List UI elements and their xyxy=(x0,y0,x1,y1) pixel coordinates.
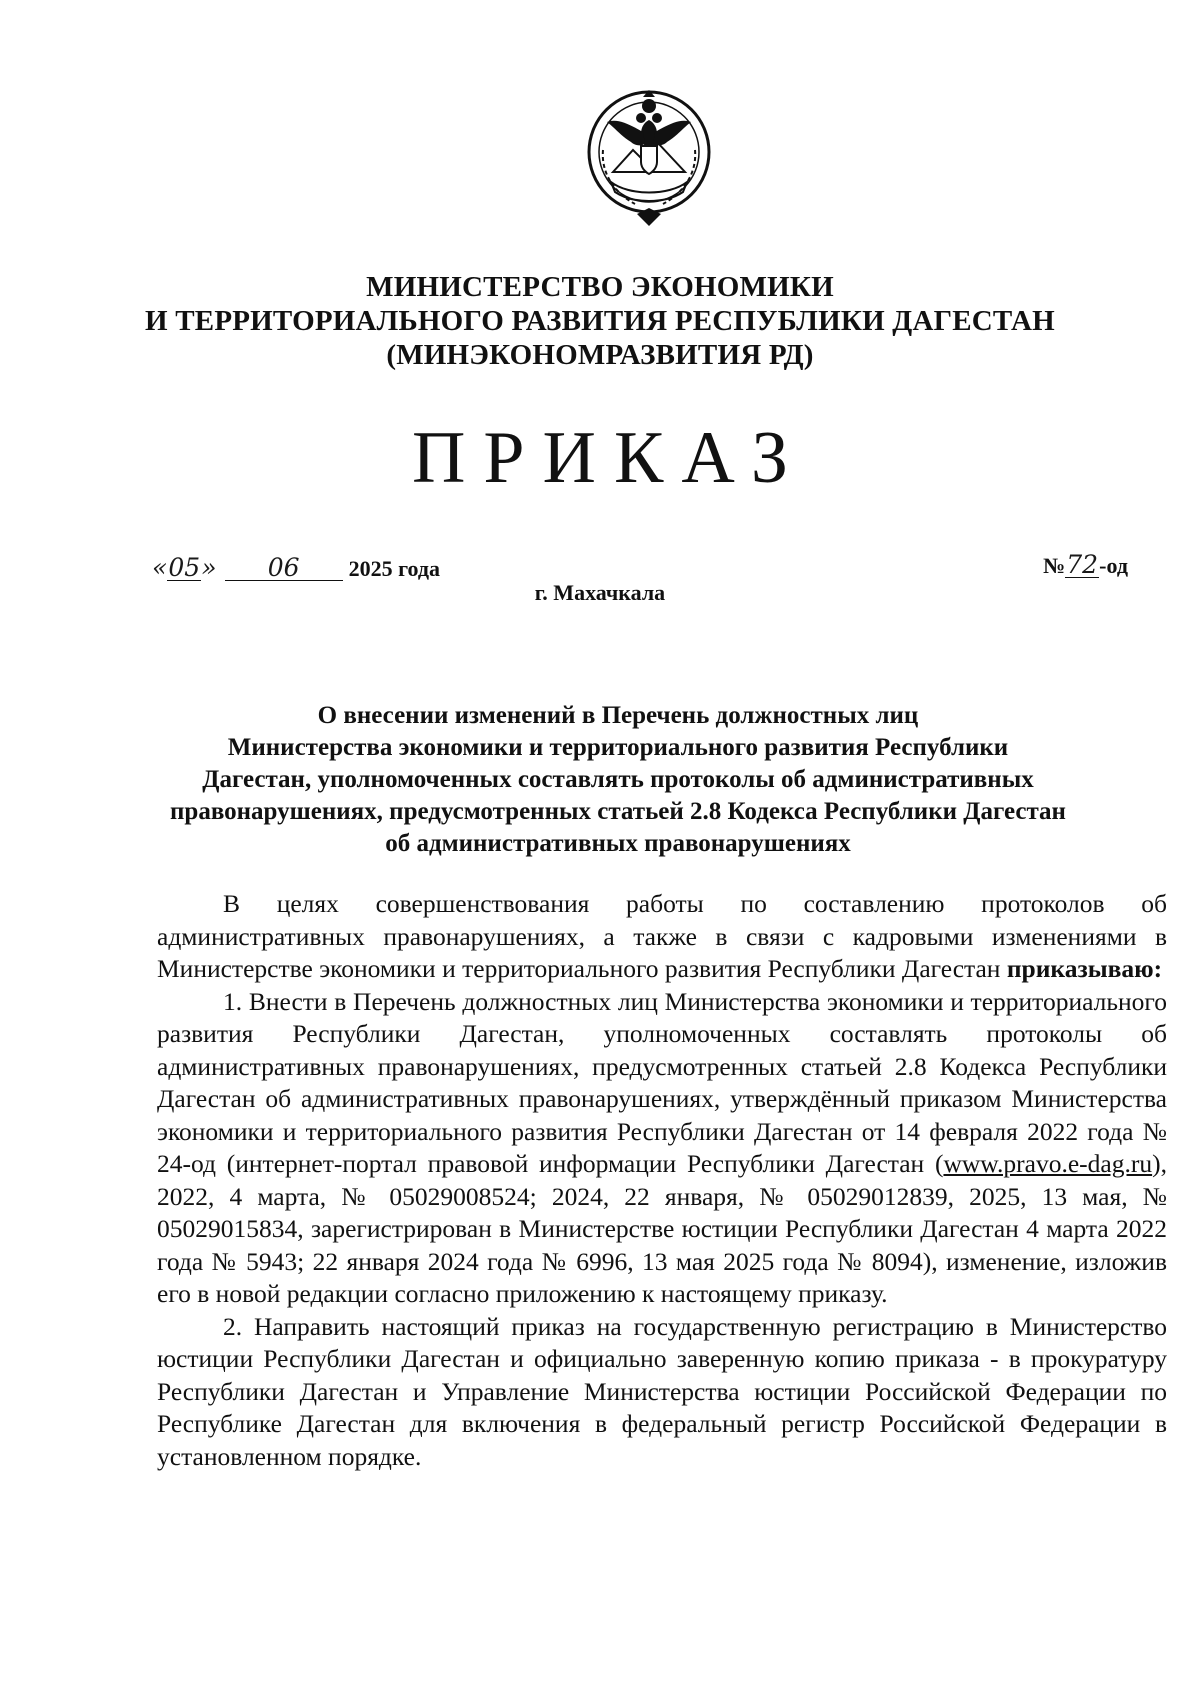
dagestan-coat-of-arms-icon xyxy=(583,80,715,230)
legal-portal-link[interactable]: www.pravo.e-dag.ru xyxy=(943,1149,1153,1178)
subject-line1: О внесении изменений в Перечень должностных лиц xyxy=(317,702,919,729)
order-body xyxy=(157,888,1167,1473)
item2-paragraph: 2. Направить настоящий приказ на государственную регистрацию в Министерство юстиции Республики Дагестан и официально заверенную копию приказа - в прокуратуру Республики Дагестан и Управление Министерства юстиции Российской Федерации по Республике Дагестан для включения в федеральный регистр Российской Федерации в установленном порядке. xyxy=(157,1311,1167,1471)
order-word: приказываю: xyxy=(1006,954,1163,983)
subject-line5: об административных правонарушениях xyxy=(385,830,851,857)
date-day: 05 xyxy=(168,553,201,582)
ministry-name xyxy=(0,270,1200,372)
number-value: 72 xyxy=(1066,550,1099,579)
number-suffix: -од xyxy=(1099,553,1128,578)
subject-line3: Дагестан, уполномоченных составлять протоколы об административных xyxy=(202,766,1034,793)
item1-text-part1: 1. Внести в Перечень должностных лиц Министерства экономики и территориального развития Республики Дагестан, уполномоченных составлять протоколы об административных правонарушениях, предусмотренных статьей 2.8 Кодекса Республики Дагестан об административных правонарушениях, утверждённый приказом Министерства экономики и территориального развития Республики Дагестан от 14 февраля 2022 года № 24-од (интернет-портал правовой информации Республики Дагестан ( xyxy=(157,986,1167,1178)
date-year: 2025 года xyxy=(348,556,441,581)
ministry-name-line1: МИНИСТЕРСТВО ЭКОНОМИКИ xyxy=(366,271,834,303)
item1-paragraph xyxy=(157,986,1167,1311)
subject-line2: Министерства экономики и территориального развития Республики xyxy=(227,734,1009,761)
subject-line4: правонарушениях, предусмотренных статьей 2.8 Кодекса Республики Дагестан xyxy=(170,798,1066,825)
item1-text-part2: ), 2022, 4 марта, № 05029008524; 2024, 22 января, № 05029012839, 2025, 13 мая, № 05029015834, зарегистрирован в Министерстве юстиции Республики Дагестан 4 марта 2022 года № 5943; 22 января 2024 года № 6996, 13 мая 2025 года № 8094), изменение, изложив его в новой редакции согласно приложению к настоящему приказу. xyxy=(157,1149,1167,1308)
document-type-title: ПРИКАЗ xyxy=(411,417,807,499)
number-prefix: № xyxy=(1043,553,1066,578)
ministry-name-line2: И ТЕРРИТОРИАЛЬНОГО РАЗВИТИЯ РЕСПУБЛИКИ ДАГЕСТАН xyxy=(145,305,1055,337)
order-subject xyxy=(150,700,1086,860)
ministry-name-line3: (МИНЭКОНОМРАЗВИТИЯ РД) xyxy=(386,339,814,371)
quote-open: « xyxy=(152,553,168,582)
date-month: 06 xyxy=(225,556,343,581)
order-number xyxy=(1043,550,1128,579)
preamble-paragraph xyxy=(157,888,1167,986)
issue-city: г. Махачкала xyxy=(534,580,666,605)
order-date xyxy=(152,553,440,582)
quote-close: » xyxy=(201,553,217,582)
preamble-text: В целях совершенствования работы по составлению протоколов об административных правонарушениях, а также в связи с кадровыми изменениями в Министерстве экономики и территориального развития Республики Дагестан xyxy=(157,889,1167,983)
